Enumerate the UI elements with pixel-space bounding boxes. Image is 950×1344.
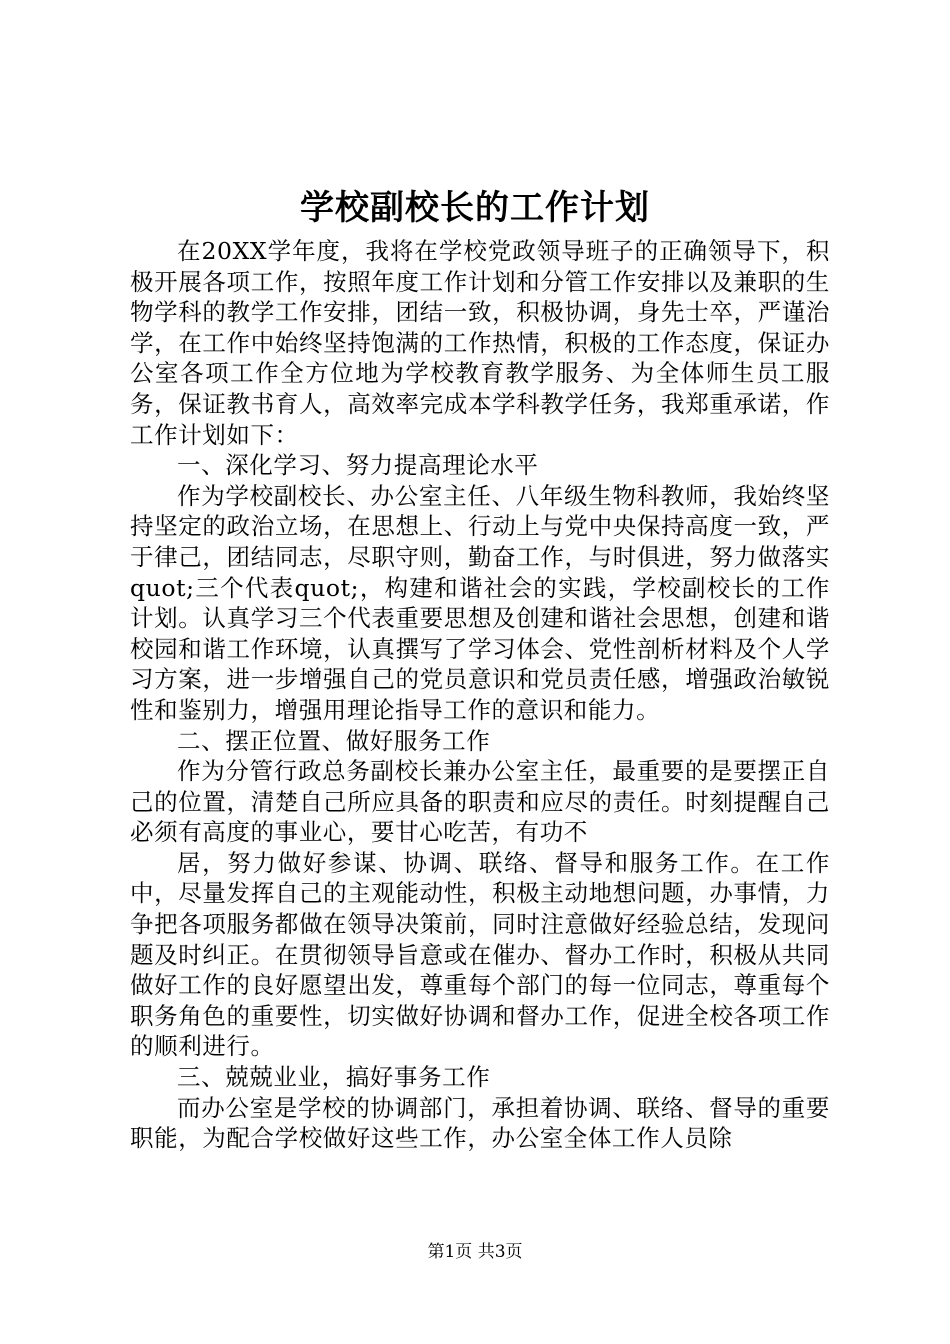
section-heading-2: 二、摆正位置、做好服务工作 (177, 726, 491, 755)
section-heading-3: 三、兢兢业业，搞好事务工作 (177, 1063, 491, 1092)
paragraph-intro: 在20XX学年度，我将在学校党政领导班子的正确领导下，积极开展各项工作，按照年度工作计划和分管工作安排以及兼职的生物学科的教学工作安排，团结一致，积极协调，身先士卒，严谨治学，在工作中始终坚持饱满的工作热情，积极的工作态度，保证办公室各项工作全方位地为学校教育教学服务、为全体师生员工服务，保证教书育人，高效率完成本学科教学任务，我郑重承诺，作工作计划如下： (130, 237, 830, 449)
paragraph-section-2a: 作为分管行政总务副校长兼办公室主任，最重要的是要摆正自己的位置，清楚自己所应具备的职责和应尽的责任。时刻提醒自己必须有高度的事业心，要甘心吃苦，有功不 (130, 757, 830, 847)
page-footer: 第1页 共3页 (427, 1242, 523, 1262)
document-title: 学校副校长的工作计划 (300, 188, 650, 228)
paragraph-section-1: 作为学校副校长、办公室主任、八年级生物科教师，我始终坚持坚定的政治立场，在思想上、行动上与党中央保持高度一致，严于律己，团结同志，尽职守则，勤奋工作，与时俱进，努力做落实quot;三个代表quot;，构建和谐社会的实践，学校副校长的工作计划。认真学习三个代表重要思想及创建和谐社会思想，创建和谐校园和谐工作环境，认真撰写了学习体会、党性剖析材料及个人学习方案，进一步增强自己的党员意识和党员责任感，增强政治敏锐性和鉴别力，增强用理论指导工作的意识和能力。 (130, 481, 830, 724)
paragraph-section-3: 而办公室是学校的协调部门，承担着协调、联络、督导的重要职能，为配合学校做好这些工作，办公室全体工作人员除 (130, 1093, 830, 1153)
document-body (130, 236, 830, 1154)
paragraph-section-2b: 居，努力做好参谋、协调、联络、督导和服务工作。在工作中，尽量发挥自己的主观能动性，积极主动地想问题，办事情，力争把各项服务都做在领导决策前，同时注意做好经验总结，发现问题及时纠正。在贯彻领导旨意或在催办、督办工作时，积极从共同做好工作的良好愿望出发，尊重每个部门的每一位同志，尊重每个职务角色的重要性，切实做好协调和督办工作，促进全校各项工作的顺利进行。 (130, 848, 830, 1061)
section-heading-1: 一、深化学习、努力提高理论水平 (177, 451, 539, 480)
